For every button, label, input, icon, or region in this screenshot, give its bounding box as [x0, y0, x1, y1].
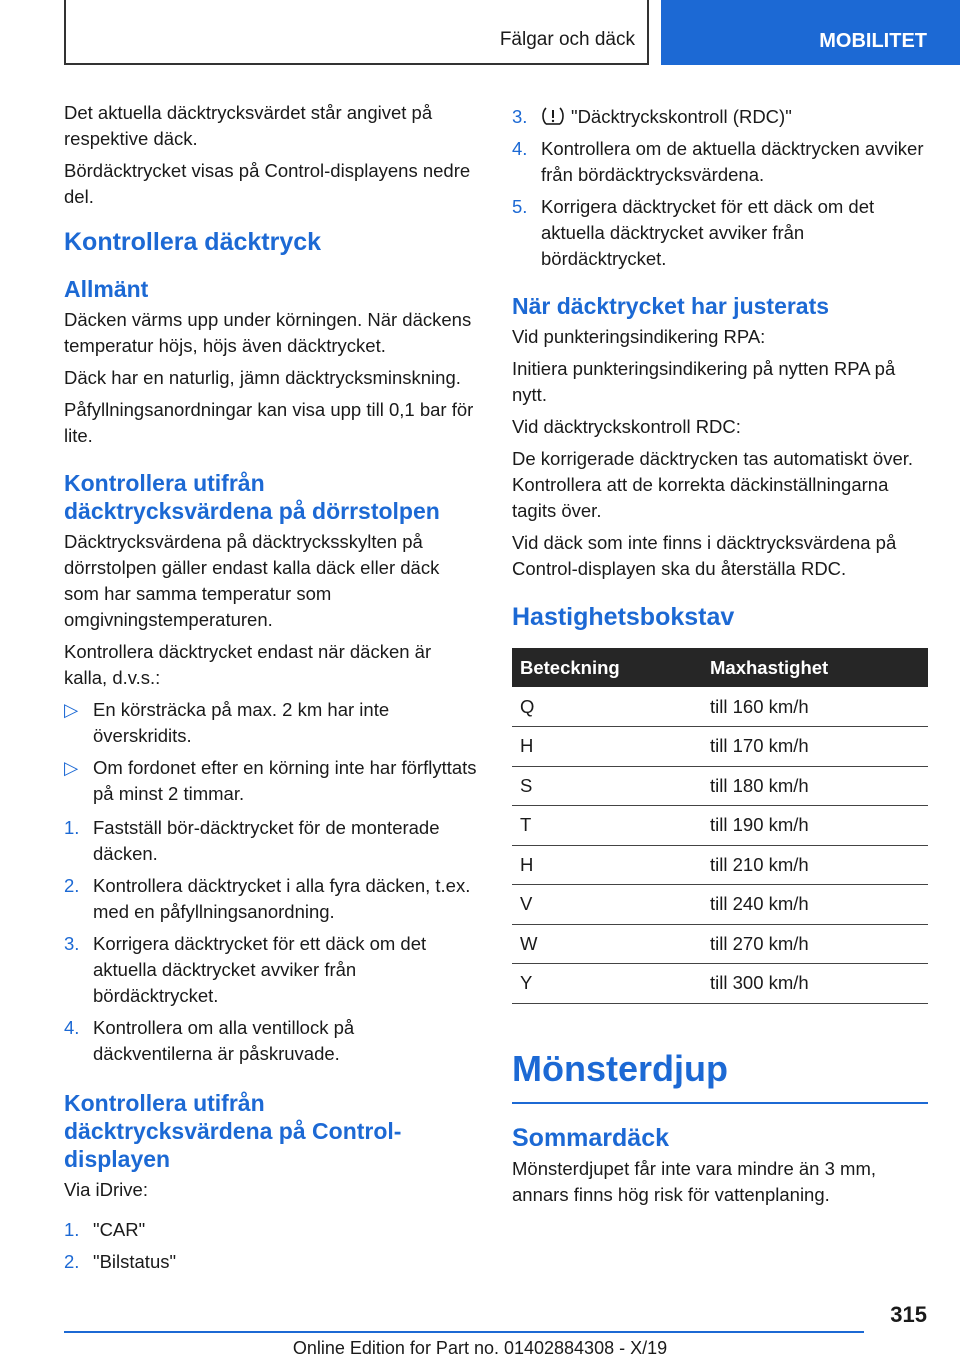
page-number: 315: [890, 1302, 927, 1327]
heading-check-pressure: Kontrollera däcktryck: [64, 228, 322, 256]
table-row: H till 170 km/h: [512, 727, 928, 767]
list-item: 1. "CAR": [64, 1219, 146, 1240]
heading-speed-rating: Hastighetsbokstav: [512, 603, 735, 631]
list-item: 3. Korrigera däcktrycket för ett däck om det aktuella däcktrycket avviker från bördäcktrycket.: [64, 933, 427, 1006]
step-list: [512, 104, 928, 272]
footer-edition: Online Edition for Part no. 01402884308 - X/19: [292, 1338, 668, 1358]
paragraph: Vid punkteringsindikering RPA:: [512, 326, 766, 347]
header-box: [64, 0, 649, 65]
table-row: S till 180 km/h: [512, 766, 928, 806]
table-row: H till 210 km/h: [512, 845, 928, 885]
footer-divider: [64, 1331, 864, 1333]
list-item: 2. "Bilstatus": [64, 1251, 177, 1272]
bullet-list: [64, 697, 478, 807]
paragraph: Kontrollera däcktrycket endast när däcken är kalla, d.v.s.:: [64, 641, 432, 688]
list-item: 1. Fastställ bör-däcktrycket för de monterade däcken.: [64, 817, 440, 864]
section-title: Fälgar och däck: [499, 29, 635, 50]
list-item: 2. Kontrollera däcktrycket i alla fyra däcken, t.ex. med en påfyllningsanordning.: [64, 875, 471, 922]
heading-control-display: Kontrollera utifrån däcktrycksvärdena på Control-displayen: [64, 1090, 402, 1172]
paragraph: Mönsterdjupet får inte vara mindre än 3 mm, annars finns hög risk för vattenplaning.: [512, 1157, 876, 1205]
speed-rating-table: [512, 648, 928, 1004]
paragraph: Bördäcktrycket visas på Control-displayens nedre del.: [64, 160, 471, 207]
paragraph: Initiera punkteringsindikering på nytten RPA på nytt.: [512, 358, 896, 405]
heading-door-pillar: Kontrollera utifrån däcktrycksvärdena på dörrstolpen: [64, 470, 440, 524]
list-item: ▷ En körsträcka på max. 2 km har inte överskridits.: [64, 697, 478, 749]
left-column: [64, 100, 478, 1283]
table-row: T till 190 km/h: [512, 806, 928, 846]
table-row: Y till 300 km/h: [512, 964, 928, 1004]
paragraph: Däcktrycksvärdena på däcktrycksskylten på dörrstolpen gäller endast kalla däck eller däck som har samma temperatur som omgivningstemperaturen.: [64, 531, 440, 630]
table-row: W till 270 km/h: [512, 924, 928, 964]
heading-summer-tires: Sommardäck: [512, 1123, 670, 1152]
paragraph: De korrigerade däcktrycken tas automatiskt över. Kontrollera att de korrekta däckinställningarna tagits över.: [512, 448, 914, 521]
list-item: 5. Korrigera däcktrycket för ett däck om det aktuella däcktrycket avviker från bördäcktrycket.: [512, 196, 875, 269]
list-item: 4. Kontrollera om alla ventillock på däckventilerna är påskruvade.: [64, 1017, 355, 1064]
bullet-arrow-icon: ▷: [64, 699, 79, 720]
paragraph: Däcken värms upp under körningen. När däckens temperatur höjs, höjs även däcktrycket.: [64, 309, 472, 356]
paragraph: Det aktuella däcktrycksvärdet står angivet på respektive däck.: [64, 102, 433, 149]
table-header-row: [512, 648, 928, 687]
table-row: Q till 160 km/h: [512, 687, 928, 727]
paragraph: Däck har en naturlig, jämn däcktrycksminskning.: [64, 367, 461, 388]
paragraph: Vid däck som inte finns i däcktrycksvärdena på Control-displayen ska du återställa RDC.: [512, 532, 897, 579]
heading-tread-depth: Mönsterdjup: [512, 1048, 928, 1104]
list-item: ▷ Om fordonet efter en körning inte har förflyttats på minst 2 timmar.: [64, 755, 478, 807]
step-list: [64, 815, 478, 1067]
heading-general: Allmänt: [64, 276, 149, 302]
column-header: Maxhastighet: [702, 648, 928, 687]
list-item: 3. "Däcktryckskontroll (RDC)": [512, 106, 792, 127]
chapter-tab[interactable]: [661, 0, 960, 65]
paragraph: Via iDrive:: [64, 1179, 148, 1200]
paragraph: Vid däcktryckskontroll RDC:: [512, 416, 741, 437]
list-item: 4. Kontrollera om de aktuella däcktrycken avviker från bördäcktrycksvärdena.: [512, 138, 924, 185]
idrive-steps: [64, 1217, 478, 1275]
column-header: Beteckning: [512, 648, 702, 687]
paragraph: Påfyllningsanordningar kan visa upp till 0,1 bar för lite.: [64, 399, 474, 446]
tire-pressure-warning-icon: [541, 106, 565, 126]
table-row: V till 240 km/h: [512, 885, 928, 925]
chapter-tab-label: MOBILITET: [819, 30, 927, 52]
right-column: [512, 100, 928, 1214]
bullet-arrow-icon: ▷: [64, 757, 79, 778]
heading-after-adjust: När däcktrycket har justerats: [512, 293, 830, 319]
